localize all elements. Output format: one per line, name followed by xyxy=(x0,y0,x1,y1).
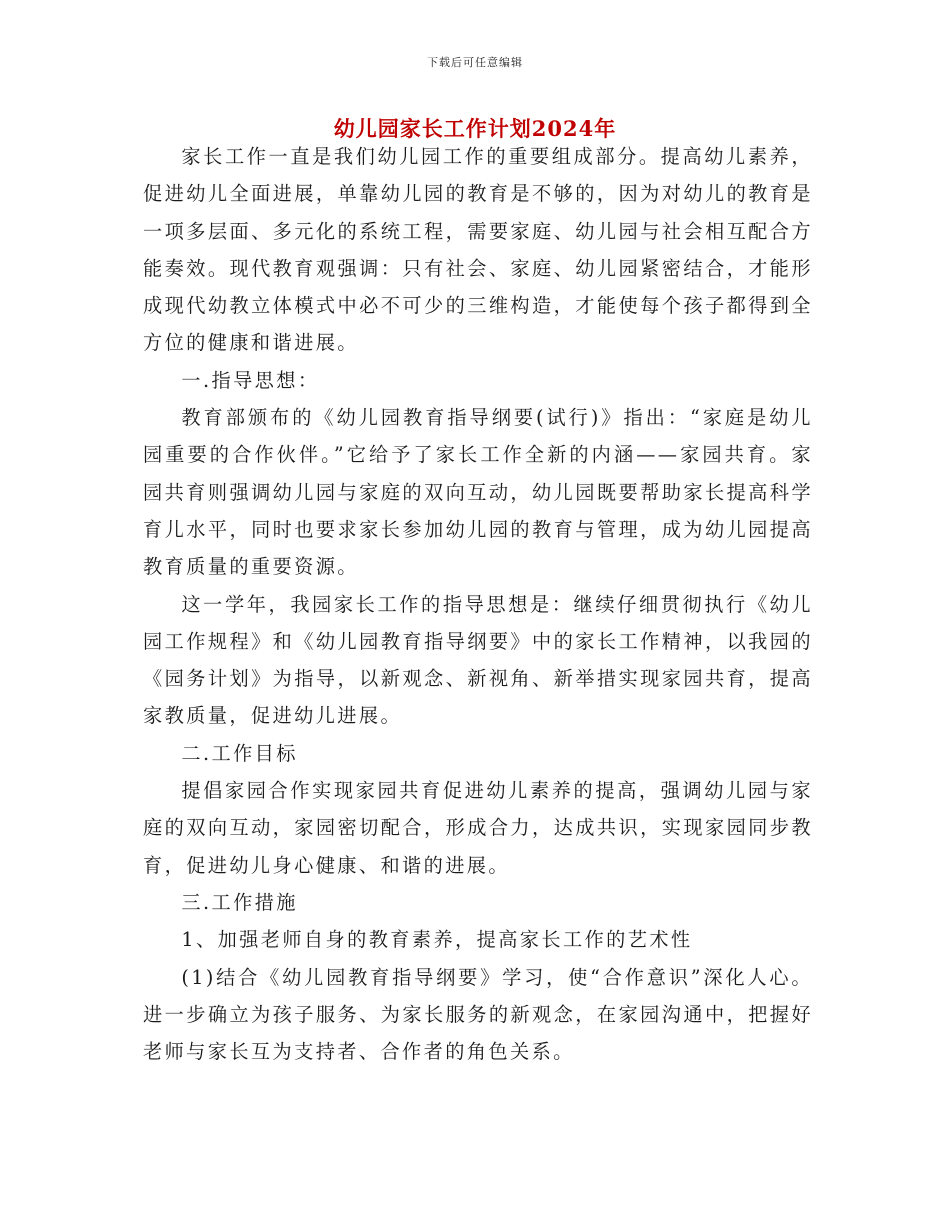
section-heading-work-measures: 三.工作措施 xyxy=(181,890,298,914)
paragraph-guiding-ideology-1: 教育部颁布的《幼儿园教育指导纲要(试行)》指出：“家庭是幼儿园重要的合作伙伴。”它给予了家长工作全新的内涵——家园共育。家园共育则强调幼儿园与家庭的双向互动，幼儿园既要帮助家长提高科学育儿水平，同时也要求家长参加幼儿园的教育与管理，成为幼儿园提高教育质量的重要资源。 xyxy=(143,406,813,579)
section-heading-work-goals: 二.工作目标 xyxy=(181,741,298,765)
document-body xyxy=(143,138,813,1070)
paragraph-intro: 家长工作一直是我们幼儿园工作的重要组成部分。提高幼儿素养，促进幼儿全面进展，单靠幼儿园的教育是不够的，因为对幼儿的教育是一项多层面、多元化的系统工程，需要家庭、幼儿园与社会相互配合方能奏效。现代教育观强调：只有社会、家庭、幼儿园紧密结合，才能形成现代幼教立体模式中必不可少的三维构造，才能使每个孩子都得到全方位的健康和谐进展。 xyxy=(143,145,813,355)
page-header: 下载后可任意编辑 xyxy=(427,56,523,69)
paragraph-measure-1: 1、加强老师自身的教育素养，提高家长工作的艺术性 xyxy=(181,928,693,952)
document-title: 幼儿园家长工作计划2024年 xyxy=(333,116,617,141)
paragraph-work-goals: 提倡家园合作实现家园共育促进幼儿素养的提高，强调幼儿园与家庭的双向互动，家园密切配合，形成合力，达成共识，实现家园同步教育，促进幼儿身心健康、和谐的进展。 xyxy=(143,779,813,877)
section-heading-guiding-ideology: 一.指导思想： xyxy=(181,368,320,392)
paragraph-guiding-ideology-2: 这一学年，我园家长工作的指导思想是：继续仔细贯彻执行《幼儿园工作规程》和《幼儿园教育指导纲要》中的家长工作精神，以我园的《园务计划》为指导，以新观念、新视角、新举措实现家园共育，提高家教质量，促进幼儿进展。 xyxy=(143,592,813,728)
paragraph-measure-1-1: (1)结合《幼儿园教育指导纲要》学习，使“合作意识”深化人心。进一步确立为孩子服务、为家长服务的新观念，在家园沟通中，把握好老师与家长互为支持者、合作者的角色关系。 xyxy=(143,965,813,1064)
